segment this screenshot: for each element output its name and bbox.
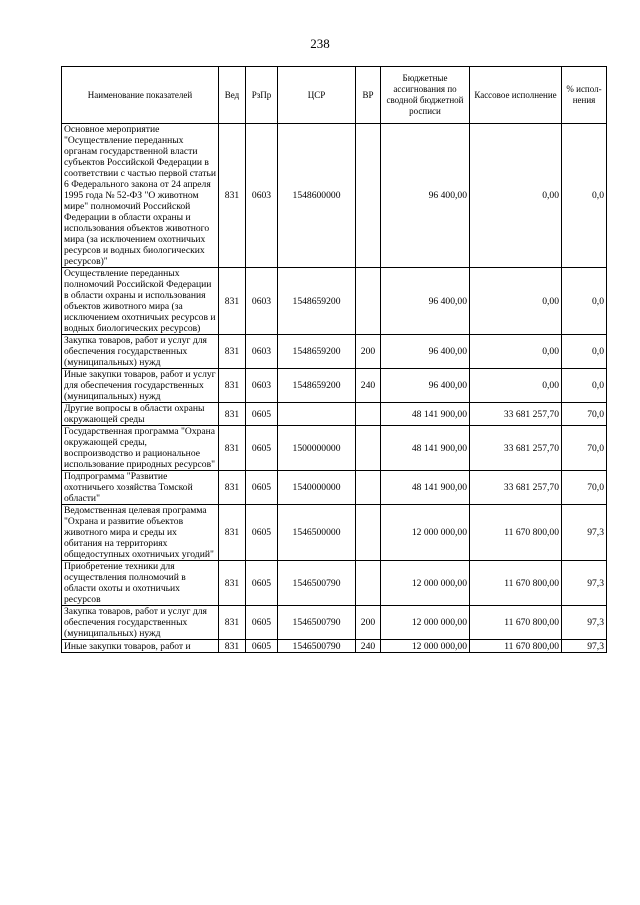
header-percent: % испол-нения bbox=[562, 67, 607, 124]
row-ved: 831 bbox=[219, 505, 246, 561]
row-ved: 831 bbox=[219, 471, 246, 505]
table-header-row bbox=[62, 67, 607, 124]
row-name: Закупка товаров, работ и услуг для обеспечения государственных (муниципальных) нужд bbox=[62, 335, 219, 369]
row-vr bbox=[356, 124, 381, 268]
row-ved: 831 bbox=[219, 403, 246, 426]
row-csr: 1546500790 bbox=[278, 640, 356, 653]
row-csr bbox=[278, 403, 356, 426]
row-percent: 0,0 bbox=[562, 124, 607, 268]
row-csr: 1500000000 bbox=[278, 426, 356, 471]
header-ved: Вед bbox=[219, 67, 246, 124]
row-rzpr: 0603 bbox=[246, 124, 278, 268]
row-csr: 1546500790 bbox=[278, 606, 356, 640]
header-rzpr: РзПр bbox=[246, 67, 278, 124]
row-name bbox=[62, 640, 219, 653]
header-budget: Бюджетные ассигнования по сводной бюджетной росписи bbox=[381, 67, 470, 124]
row-name: Закупка товаров, работ и услуг для обеспечения государственных (муниципальных) нужд bbox=[62, 606, 219, 640]
row-csr: 1548659200 bbox=[278, 268, 356, 335]
row-csr: 1546500000 bbox=[278, 505, 356, 561]
table-row bbox=[62, 471, 607, 505]
row-rzpr: 0605 bbox=[246, 505, 278, 561]
row-budget: 96 400,00 bbox=[381, 369, 470, 403]
row-percent: 70,0 bbox=[562, 426, 607, 471]
row-budget: 12 000 000,00 bbox=[381, 640, 470, 653]
row-percent: 97,3 bbox=[562, 561, 607, 606]
page-number: 238 bbox=[310, 36, 330, 51]
row-cash: 0,00 bbox=[470, 268, 562, 335]
table-row bbox=[62, 268, 607, 335]
row-budget: 96 400,00 bbox=[381, 268, 470, 335]
row-rzpr: 0605 bbox=[246, 426, 278, 471]
row-vr bbox=[356, 505, 381, 561]
header-vr: ВР bbox=[356, 67, 381, 124]
row-budget: 96 400,00 bbox=[381, 124, 470, 268]
row-budget: 48 141 900,00 bbox=[381, 403, 470, 426]
row-rzpr: 0605 bbox=[246, 403, 278, 426]
row-cash: 11 670 800,00 bbox=[470, 606, 562, 640]
row-csr: 1546500790 bbox=[278, 561, 356, 606]
row-rzpr: 0603 bbox=[246, 335, 278, 369]
row-name: Ведомственная целевая программа "Охрана и развитие объектов животного мира и среды их обитания на территориях общедоступных охотничьих угодий" bbox=[62, 505, 219, 561]
row-ved: 831 bbox=[219, 369, 246, 403]
row-name: Другие вопросы в области охраны окружающей среды bbox=[62, 403, 219, 426]
row-name: Иные закупки товаров, работ и услуг для обеспечения государственных (муниципальных) нужд bbox=[62, 369, 219, 403]
row-budget: 12 000 000,00 bbox=[381, 561, 470, 606]
row-cash: 0,00 bbox=[470, 335, 562, 369]
row-ved: 831 bbox=[219, 561, 246, 606]
row-rzpr: 0605 bbox=[246, 471, 278, 505]
table-row bbox=[62, 369, 607, 403]
table-row bbox=[62, 606, 607, 640]
row-vr bbox=[356, 471, 381, 505]
row-percent: 70,0 bbox=[562, 471, 607, 505]
row-rzpr: 0605 bbox=[246, 640, 278, 653]
table-row bbox=[62, 335, 607, 369]
row-cash: 33 681 257,70 bbox=[470, 403, 562, 426]
row-rzpr: 0603 bbox=[246, 369, 278, 403]
header-name: Наименование показателей bbox=[62, 67, 219, 124]
row-rzpr: 0605 bbox=[246, 606, 278, 640]
row-cash: 0,00 bbox=[470, 369, 562, 403]
row-budget: 12 000 000,00 bbox=[381, 505, 470, 561]
row-ved: 831 bbox=[219, 426, 246, 471]
row-ved: 831 bbox=[219, 335, 246, 369]
row-name-text: Иные закупки товаров, работ и bbox=[64, 640, 191, 652]
row-cash: 0,00 bbox=[470, 124, 562, 268]
row-ved: 831 bbox=[219, 124, 246, 268]
row-percent: 70,0 bbox=[562, 403, 607, 426]
row-cash: 33 681 257,70 bbox=[470, 471, 562, 505]
row-csr: 1548659200 bbox=[278, 335, 356, 369]
header-cash: Кассовое исполнение bbox=[470, 67, 562, 124]
row-name: Осуществление переданных полномочий Российской Федерации в области охраны и использования объектов животного мира (за исключением охотничьих ресурсов и водных биологических ресурсов) bbox=[62, 268, 219, 335]
row-percent: 0,0 bbox=[562, 335, 607, 369]
header-csr: ЦСР bbox=[278, 67, 356, 124]
row-ved: 831 bbox=[219, 268, 246, 335]
table-row-truncated bbox=[62, 640, 607, 653]
table-row bbox=[62, 426, 607, 471]
row-ved: 831 bbox=[219, 606, 246, 640]
row-budget: 12 000 000,00 bbox=[381, 606, 470, 640]
row-vr bbox=[356, 561, 381, 606]
row-budget: 48 141 900,00 bbox=[381, 426, 470, 471]
row-percent: 0,0 bbox=[562, 369, 607, 403]
row-budget: 48 141 900,00 bbox=[381, 471, 470, 505]
row-percent: 97,3 bbox=[562, 505, 607, 561]
row-percent: 0,0 bbox=[562, 268, 607, 335]
row-rzpr: 0603 bbox=[246, 268, 278, 335]
row-vr: 240 bbox=[356, 640, 381, 653]
row-csr: 1548659200 bbox=[278, 369, 356, 403]
row-name: Основное мероприятие "Осуществление переданных органам государственной власти субъектов Российской Федерации в соответствии с частью первой статьи 6 Федерального закона от 24 апреля 1995 года № 52-ФЗ "О животном мире" полномочий Российской Федерации в области охраны и использования объектов животного мира (за исключением охотничьих ресурсов и водных биологических ресурсов)" bbox=[62, 124, 219, 268]
budget-execution-table bbox=[61, 66, 607, 653]
row-vr bbox=[356, 426, 381, 471]
row-budget: 96 400,00 bbox=[381, 335, 470, 369]
row-rzpr: 0605 bbox=[246, 561, 278, 606]
row-vr bbox=[356, 403, 381, 426]
row-csr: 1548600000 bbox=[278, 124, 356, 268]
table-row bbox=[62, 561, 607, 606]
row-percent: 97,3 bbox=[562, 606, 607, 640]
row-vr: 200 bbox=[356, 335, 381, 369]
row-cash: 11 670 800,00 bbox=[470, 640, 562, 653]
row-vr: 200 bbox=[356, 606, 381, 640]
row-name: Подпрограмма "Развитие охотничьего хозяйства Томской области" bbox=[62, 471, 219, 505]
row-cash: 11 670 800,00 bbox=[470, 505, 562, 561]
row-cash: 11 670 800,00 bbox=[470, 561, 562, 606]
row-cash: 33 681 257,70 bbox=[470, 426, 562, 471]
row-name: Государственная программа "Охрана окружающей среды, воспроизводство и рациональное использование природных ресурсов" bbox=[62, 426, 219, 471]
row-name: Приобретение техники для осуществления полномочий в области охоты и охотничьих ресурсов bbox=[62, 561, 219, 606]
row-csr: 1540000000 bbox=[278, 471, 356, 505]
row-ved: 831 bbox=[219, 640, 246, 653]
table-row bbox=[62, 403, 607, 426]
table-row bbox=[62, 505, 607, 561]
row-vr: 240 bbox=[356, 369, 381, 403]
row-vr bbox=[356, 268, 381, 335]
table-row bbox=[62, 124, 607, 268]
row-percent: 97,3 bbox=[562, 640, 607, 653]
